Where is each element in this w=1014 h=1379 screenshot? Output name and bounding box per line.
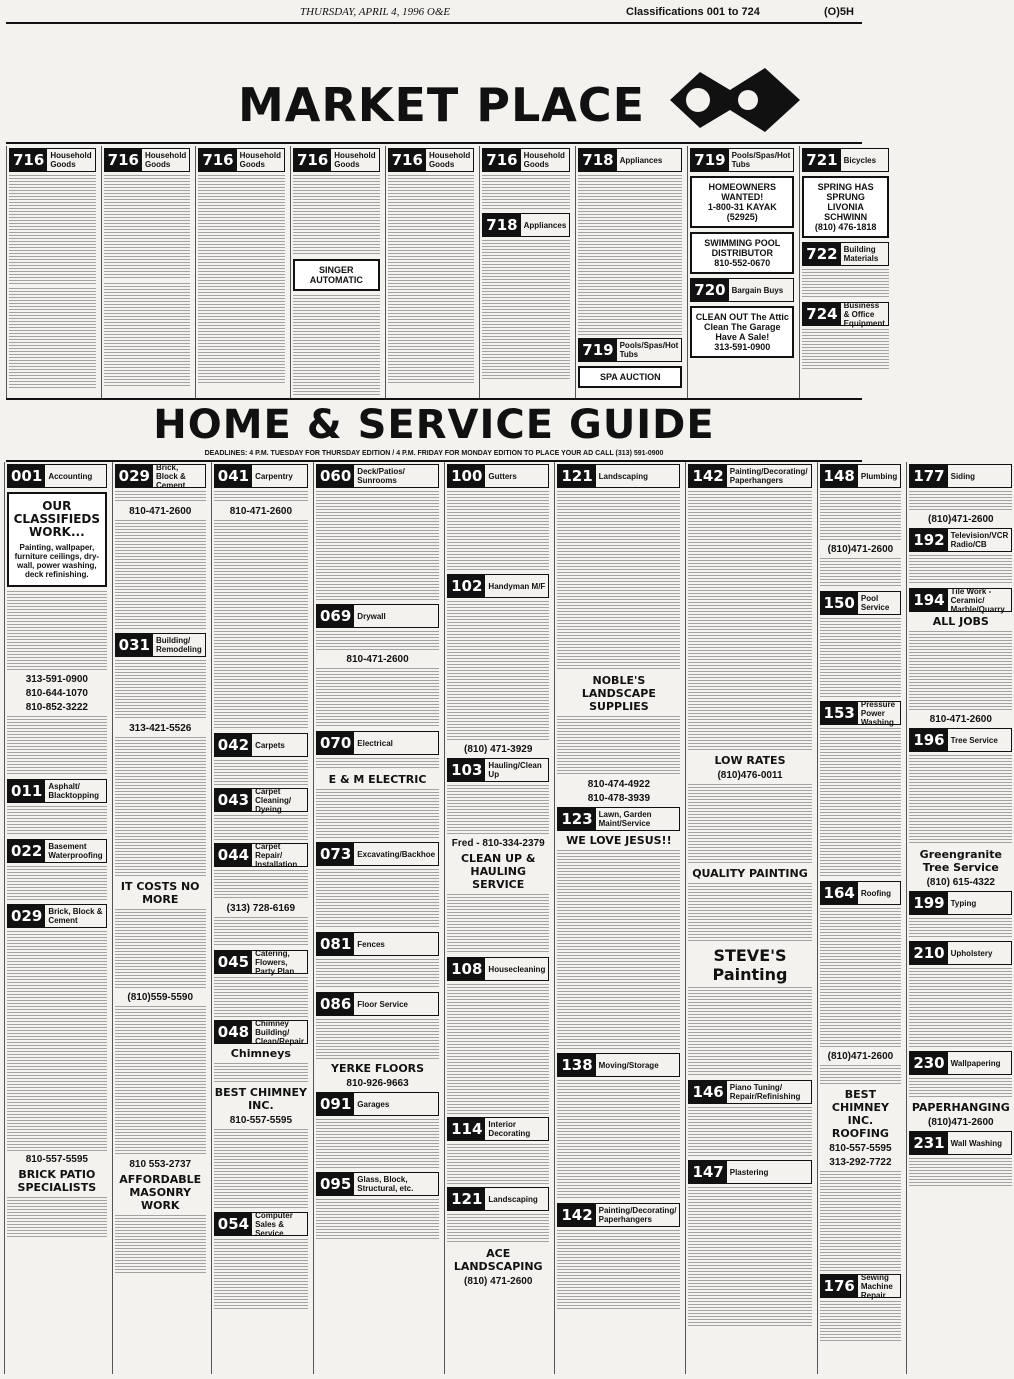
guide-column: 060 Deck/Patios/ Sunrooms 069 Drywall 810-471-2600 070 Electrical E & M ELECTRIC 073 Excavating/Backhoe 081 Fences 086 Floor Service YERKE FLOORS 810-926-9663 091 Garages 095 Glass, Block, Structural, etc. — [313, 462, 441, 1374]
category-heading: 142 Painting/Decorating/ Paperhangers — [557, 1203, 680, 1227]
category-heading: 722 Building Materials — [802, 242, 889, 266]
category-heading: 230 Wallpapering — [909, 1051, 1012, 1075]
category-heading: 147 Plastering — [688, 1160, 811, 1184]
category-heading: 114 Interior Decorating — [447, 1117, 549, 1141]
category-heading: 029 Brick, Block & Cement — [115, 464, 206, 488]
category-heading: 043 Carpet Cleaning/ Dyeing — [214, 788, 308, 812]
deadline-note: DEADLINES: 4 P.M. TUESDAY FOR THURSDAY EDITION / 4 P.M. FRIDAY FOR MONDAY EDITION TO PLACE YOUR AD CALL (313) 591-0900 — [204, 450, 664, 457]
market-column — [575, 146, 684, 398]
category-heading: 716 Household Goods — [293, 148, 380, 172]
header-rule — [6, 22, 862, 24]
category-heading: 069 Drywall — [316, 604, 439, 628]
market-column — [385, 146, 477, 398]
guide-column: 177 Siding (810)471-2600 192 Television/VCR Radio/CB 194 Tile Work - Ceramic/ Marble/Quarry ALL JOBS 810-471-2600 196 Tree Service Greengranite Tree Service (810) 615-4322 199 Typing 210 Upholstery 230 Wallpapering PAPERHANGING (810)471-2600 231 Wall Washing — [906, 462, 1014, 1374]
category-heading: 121 Landscaping — [557, 464, 680, 488]
issue-date: THURSDAY, APRIL 4, 1996 O&E — [300, 6, 451, 18]
category-heading: 210 Upholstery — [909, 941, 1012, 965]
category-heading: 153 Pressure Power Washing — [820, 701, 902, 725]
category-heading: 720 Bargain Buys — [690, 278, 794, 302]
singer-ad: SINGER AUTOMATIC — [293, 259, 380, 291]
market-place-columns — [6, 146, 885, 398]
homeowners-ad: HOMEOWNERS WANTED! 1-800-31 KAYAK (52925) — [690, 176, 794, 228]
category-heading: 121 Landscaping — [447, 1187, 549, 1211]
category-heading: 091 Garages — [316, 1092, 439, 1116]
category-heading: 148 Plumbing — [820, 464, 902, 488]
market-column — [687, 146, 796, 398]
category-heading: 073 Excavating/Backhoe — [316, 842, 439, 866]
category-heading: 060 Deck/Patios/ Sunrooms — [316, 464, 439, 488]
category-heading: 718 Appliances — [578, 148, 682, 172]
category-heading: 001 Accounting — [7, 464, 107, 488]
clean-out-ad: CLEAN OUT The Attic Clean The Garage Have A Sale! 313-591-0900 — [690, 306, 794, 358]
category-heading: 103 Hauling/Clean Up — [447, 758, 549, 782]
category-heading: 194 Tile Work - Ceramic/ Marble/Quarry — [909, 588, 1012, 612]
page-number: (O)5H — [824, 6, 854, 18]
guide-column: 100 Gutters 102 Handyman M/F (810) 471-3929 103 Hauling/Clean Up Fred - 810-334-2379 CLEAN UP & HAULING SERVICE 108 Housecleaning 114 Interior Decorating 121 Landscaping ACE LANDSCAPING (810) 471-2600 — [444, 462, 551, 1374]
guide-column: 148 Plumbing (810)471-2600 150 Pool Service 153 Pressure Power Washing 164 Roofing (810)471-2600 BEST CHIMNEY INC. ROOFING 810-557-5595 313-292-7722 176 Sewing Machine Repair — [817, 462, 904, 1374]
page-header — [0, 0, 868, 24]
home-service-title: HOME & SERVICE GUIDE — [153, 402, 715, 448]
category-heading: 123 Lawn, Garden Maint/Service — [557, 807, 680, 831]
category-heading: 031 Building/ Remodeling — [115, 633, 206, 657]
category-heading: 086 Floor Service — [316, 992, 439, 1016]
category-heading: 029 Brick, Block & Cement — [7, 904, 107, 928]
market-column — [195, 146, 287, 398]
category-heading: 100 Gutters — [447, 464, 549, 488]
category-heading: 719 Pools/Spas/Hot Tubs — [690, 148, 794, 172]
guide-column: 029 Brick, Block & Cement 810-471-2600 031 Building/ Remodeling 313-421-5526 IT COSTS NO MORE (810)559-5590 810 553-2737 AFFORDABLE MASONRY WORK — [112, 462, 208, 1374]
spring-sale-ad: SPRING HAS SPRUNG LIVONIA SCHWINN (810) 476-1818 — [802, 176, 889, 238]
category-heading: 724 Business & Office Equipment — [802, 302, 889, 326]
guide-column: 142 Painting/Decorating/ Paperhangers LOW RATES (810)476-0011 QUALITY PAINTING STEVE'S Painting 146 Piano Tuning/ Repair/Refinishing 147 Plastering — [685, 462, 813, 1374]
category-heading: 716 Household Goods — [482, 148, 570, 172]
category-heading: 718 Appliances — [482, 213, 570, 237]
category-heading: 142 Painting/Decorating/ Paperhangers — [688, 464, 811, 488]
category-heading: 138 Moving/Storage — [557, 1053, 680, 1077]
category-heading: 716 Household Goods — [198, 148, 285, 172]
category-heading: 045 Catering, Flowers, Party Plan — [214, 950, 308, 974]
spa-auction-ad: SPA AUCTION — [578, 366, 682, 388]
market-column — [6, 146, 98, 398]
category-heading: 146 Piano Tuning/ Repair/Refinishing — [688, 1080, 811, 1104]
market-rule — [6, 142, 862, 144]
category-heading: 070 Electrical — [316, 731, 439, 755]
category-heading: 716 Household Goods — [9, 148, 96, 172]
classifications-range: Classifications 001 to 724 — [626, 6, 760, 18]
category-heading: 199 Typing — [909, 891, 1012, 915]
category-heading: 716 Household Goods — [104, 148, 191, 172]
category-heading: 041 Carpentry — [214, 464, 308, 488]
classifieds-work-ad: OUR CLASSIFIEDS WORK... Painting, wallpaper, furniture ceilings, dry-wall, power washing, deck refinishing. — [7, 492, 107, 587]
guide-column: 121 Landscaping NOBLE'S LANDSCAPE SUPPLIES 810-474-4922 810-478-3939 123 Lawn, Garden Maint/Service WE LOVE JESUS!! 138 Moving/Storage 142 Painting/Decorating/ Paperhangers — [554, 462, 682, 1374]
category-heading: 044 Carpet Repair/ Installation — [214, 843, 308, 867]
market-column — [799, 146, 891, 398]
guide-column: 001 Accounting OUR CLASSIFIEDS WORK... Painting, wallpaper, furniture ceilings, dry-wall, power washing, deck refinishing. 313-591-0900 810-644-1070 810-852-3222 011 Asphalt/ Blacktopping 022 Basement Waterproofing 029 Brick, Block & Cement 810-557-5595 BRICK PATIO SPECIALISTS — [4, 462, 109, 1374]
category-heading: 042 Carpets — [214, 733, 308, 757]
category-heading: 022 Basement Waterproofing — [7, 839, 107, 863]
category-heading: 196 Tree Service — [909, 728, 1012, 752]
category-heading: 177 Siding — [909, 464, 1012, 488]
market-column — [290, 146, 382, 398]
category-heading: 192 Television/VCR Radio/CB — [909, 528, 1012, 552]
category-heading: 095 Glass, Block, Structural, etc. — [316, 1172, 439, 1196]
category-heading: 721 Bicycles — [802, 148, 889, 172]
market-column — [101, 146, 193, 398]
category-heading: 054 Computer Sales & Service — [214, 1212, 308, 1236]
oe-logo-icon — [660, 60, 810, 140]
category-heading: 108 Housecleaning — [447, 957, 549, 981]
market-column — [479, 146, 572, 398]
category-heading: 164 Roofing — [820, 881, 902, 905]
category-heading: 176 Sewing Machine Repair — [820, 1274, 902, 1298]
category-heading: 081 Fences — [316, 932, 439, 956]
category-heading: 231 Wall Washing — [909, 1131, 1012, 1155]
guide-column: 041 Carpentry 810-471-2600 042 Carpets 043 Carpet Cleaning/ Dyeing 044 Carpet Repair/ Installation (313) 728-6169 045 Catering, Flowers, Party Plan 048 Chimney Building/ Clean/Repair Chimneys BEST CHIMNEY INC. 810-557-5595 054 Computer Sales & Service — [211, 462, 310, 1374]
category-heading: 011 Asphalt/ Blacktopping — [7, 779, 107, 803]
category-heading: 150 Pool Service — [820, 591, 902, 615]
service-guide-grid — [4, 462, 1010, 1374]
pool-distributor-ad: SWIMMING POOL DISTRIBUTOR 810-552-0670 — [690, 232, 794, 274]
market-place-title: MARKET PLACE — [238, 78, 646, 132]
category-heading: 716 Household Goods — [388, 148, 475, 172]
category-heading: 048 Chimney Building/ Clean/Repair — [214, 1020, 308, 1044]
section-rule — [6, 398, 862, 400]
category-heading: 719 Pools/Spas/Hot Tubs — [578, 338, 682, 362]
category-heading: 102 Handyman M/F — [447, 574, 549, 598]
